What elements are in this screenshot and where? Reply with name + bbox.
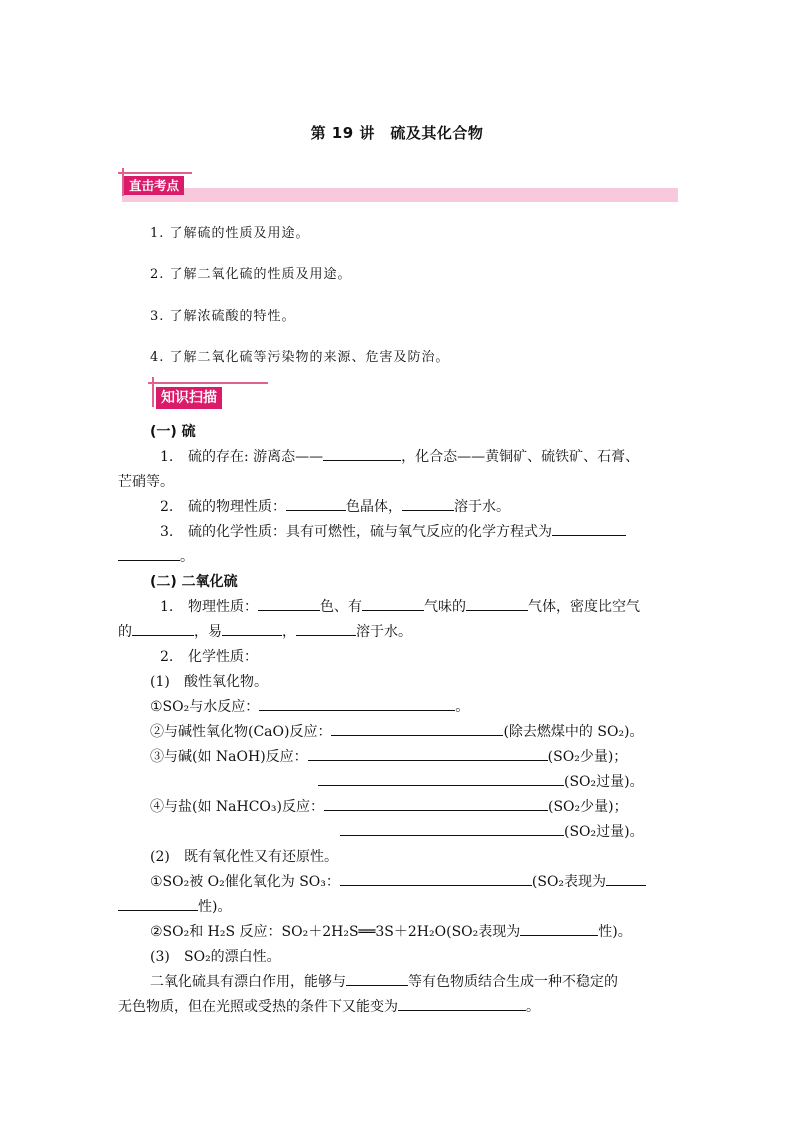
fill-blank[interactable]	[118, 548, 180, 561]
item-number: (2)	[150, 849, 170, 865]
text-line	[118, 546, 194, 566]
text-line	[318, 771, 644, 791]
item-number: 1.	[160, 449, 174, 465]
text-line	[150, 946, 281, 966]
objective-item: 3. 了解浓硫酸的特性。	[150, 309, 296, 324]
fill-blank[interactable]	[296, 623, 356, 636]
fill-blank[interactable]	[606, 873, 646, 886]
fill-blank[interactable]	[318, 773, 564, 786]
text: 硫的存在: 游离态——	[188, 449, 324, 465]
text: ，化合态——黄铜矿、硫铁矿、石膏、	[401, 449, 640, 465]
section-tag: 知识扫描	[156, 387, 222, 409]
objective-item: 1. 了解硫的性质及用途。	[150, 226, 310, 241]
text-line	[118, 996, 540, 1016]
page-title: 第 19 讲 硫及其化合物	[310, 124, 484, 142]
text: ，	[282, 624, 296, 640]
fill-blank[interactable]	[308, 748, 548, 761]
objective-item: 4. 了解二氧化硫等污染物的来源、危害及防治。	[150, 350, 450, 365]
text: 性)。	[598, 924, 632, 940]
fill-blank[interactable]	[132, 623, 194, 636]
fill-blank[interactable]	[362, 598, 424, 611]
fill-blank[interactable]	[258, 598, 320, 611]
text: ，易	[194, 624, 222, 640]
text: (SO₂过量)。	[564, 824, 644, 840]
text-line	[150, 871, 646, 891]
fill-blank[interactable]	[323, 448, 401, 461]
text: 气味的	[424, 599, 466, 615]
text-line	[150, 921, 632, 941]
text-line	[160, 446, 639, 466]
text: 。	[455, 699, 470, 715]
text: (SO₂少量)；	[547, 799, 628, 815]
text-line	[160, 596, 640, 616]
fill-blank[interactable]	[552, 523, 626, 536]
objective-item: 2. 了解二氧化硫的性质及用途。	[150, 267, 352, 282]
text-line	[118, 896, 231, 916]
item-number: (3)	[150, 949, 170, 965]
text: ②与碱性氧化物(CaO)反应：	[150, 724, 332, 740]
text-line	[160, 646, 258, 666]
text-line	[340, 821, 644, 841]
text: (SO₂过量)。	[564, 774, 644, 790]
text-line	[150, 796, 628, 816]
section-tag: 直击考点	[124, 176, 184, 195]
item-number: 2.	[160, 499, 174, 515]
text: ③与碱(如 NaOH)反应：	[150, 749, 308, 765]
fill-blank[interactable]	[402, 498, 454, 511]
text: 物理性质：	[188, 599, 258, 615]
text-line	[150, 971, 618, 991]
fill-blank[interactable]	[324, 798, 548, 811]
text: 既有氧化性又有还原性。	[184, 849, 338, 865]
fill-blank[interactable]	[398, 998, 526, 1011]
text: ①SO₂与水反应：	[150, 699, 260, 715]
item-number: 1.	[160, 599, 174, 615]
text: 二氧化硫具有漂白作用，能够与	[150, 974, 346, 990]
text: 气体，密度比空气	[528, 599, 640, 615]
section-header-knowledge	[148, 377, 268, 413]
text-line: 芒硝等。	[118, 474, 174, 490]
text: 的	[118, 624, 132, 640]
item-number: 2.	[160, 649, 174, 665]
text: 溶于水。	[454, 499, 510, 515]
text: 色晶体，	[346, 499, 402, 515]
text-line	[118, 621, 412, 641]
fill-blank[interactable]	[331, 723, 503, 736]
fill-blank[interactable]	[259, 698, 455, 711]
item-number: (1)	[150, 674, 170, 690]
text: (SO₂少量)；	[547, 749, 628, 765]
text-line	[160, 496, 510, 516]
text: 无色物质，但在光照或受热的条件下又能变为	[118, 999, 398, 1015]
fill-blank[interactable]	[340, 823, 564, 836]
text-line	[150, 846, 338, 866]
text-line	[150, 671, 268, 691]
fill-blank[interactable]	[118, 898, 198, 911]
text: 溶于水。	[356, 624, 412, 640]
text: ④与盐(如 NaHCO₃)反应：	[150, 799, 324, 815]
header-band	[122, 188, 678, 202]
header-decor-line	[118, 172, 192, 174]
text: 化学性质：	[188, 649, 258, 665]
fill-blank[interactable]	[340, 873, 532, 886]
subsection-heading: (二) 二氧化硫	[150, 574, 238, 590]
fill-blank[interactable]	[346, 973, 408, 986]
text: SO₂的漂白性。	[184, 949, 281, 965]
text: 性)。	[198, 899, 232, 915]
text-line	[150, 721, 644, 741]
text: ①SO₂被 O₂催化氧化为 SO₃：	[150, 874, 340, 890]
text: (除去燃煤中的 SO₂)。	[503, 724, 644, 740]
fill-blank[interactable]	[466, 598, 528, 611]
fill-blank[interactable]	[222, 623, 282, 636]
text-line	[150, 746, 627, 766]
text-line	[160, 521, 626, 541]
text: 硫的物理性质：	[188, 499, 286, 515]
text: 色、有	[320, 599, 362, 615]
text: ②SO₂和 H₂S 反应：SO₂＋2H₂S══3S＋2H₂O(SO₂表现为	[150, 924, 521, 940]
fill-blank[interactable]	[520, 923, 598, 936]
fill-blank[interactable]	[286, 498, 346, 511]
text: (SO₂表现为	[531, 874, 607, 890]
text: 酸性氧化物。	[184, 674, 268, 690]
item-number: 3.	[160, 524, 174, 540]
text-line	[150, 696, 469, 716]
section-header-objectives	[118, 168, 678, 204]
header-decor-line	[148, 382, 268, 384]
text: 等有色物质结合生成一种不稳定的	[408, 974, 618, 990]
subsection-heading: (一) 硫	[150, 424, 196, 440]
text: 。	[526, 999, 540, 1015]
text: 硫的化学性质：具有可燃性，硫与氧气反应的化学方程式为	[188, 524, 552, 540]
text: 。	[180, 549, 194, 565]
